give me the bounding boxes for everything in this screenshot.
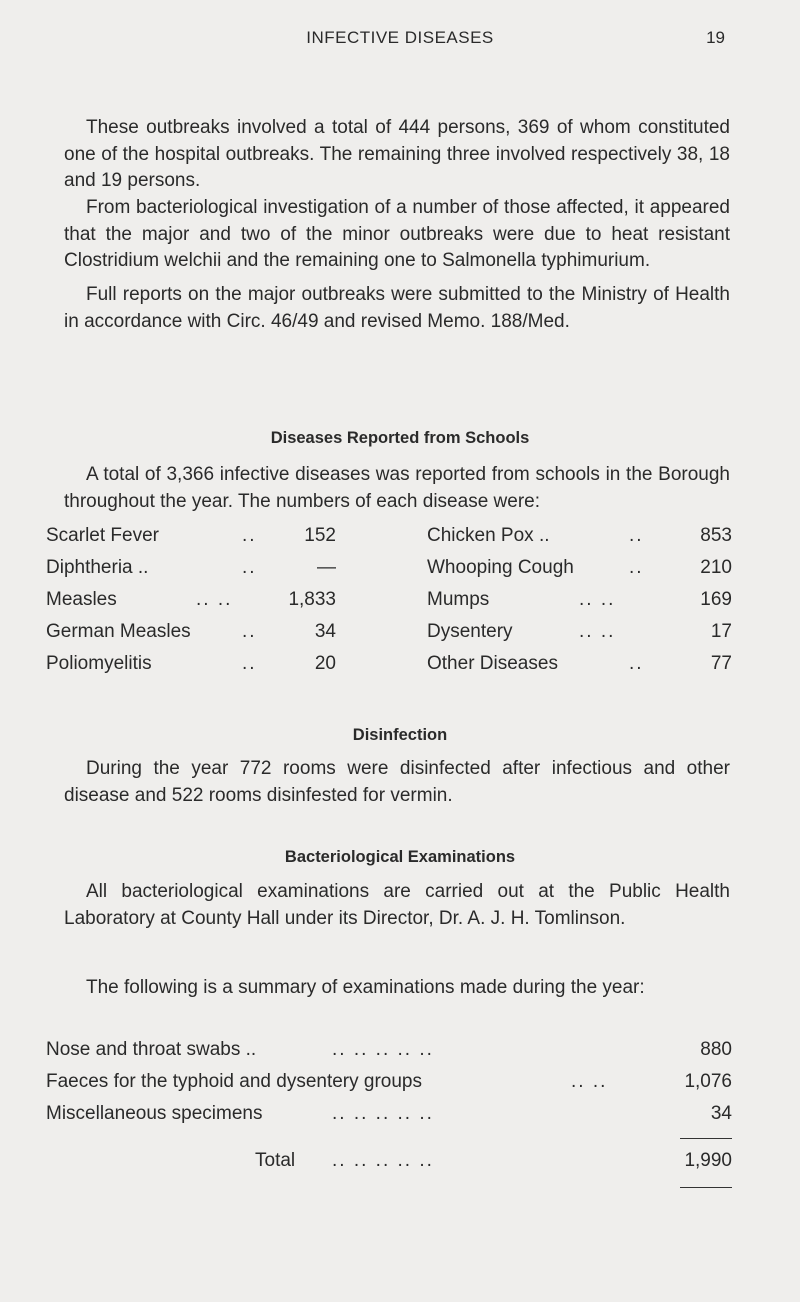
leader-dots: ..	[629, 557, 644, 578]
disease-name: Poliomyelitis	[46, 653, 152, 674]
disease-name: Dysentery	[427, 621, 513, 642]
disease-count: 1,833	[288, 589, 336, 610]
disease-count: 152	[304, 525, 336, 546]
leader-dots: .. .. .. .. ..	[332, 1039, 434, 1060]
leader-dots: ..	[242, 557, 257, 578]
disease-count: —	[317, 557, 336, 578]
disease-row	[427, 618, 732, 646]
total-label: Total	[255, 1150, 296, 1171]
disease-name: Scarlet Fever	[46, 525, 159, 546]
examination-row	[46, 1036, 732, 1064]
disease-count: 17	[710, 621, 732, 642]
disease-row	[427, 522, 732, 550]
bacteriological-heading: Bacteriological Examinations	[284, 848, 516, 866]
leader-dots: ..	[629, 653, 644, 674]
disease-row	[46, 554, 336, 582]
disease-row	[46, 650, 336, 678]
leader-dots: .. ..	[579, 589, 616, 610]
examination-count: 1,076	[684, 1071, 732, 1092]
disease-count: 210	[700, 557, 732, 578]
examination-count: 34	[710, 1103, 732, 1124]
leader-dots: ..	[242, 525, 257, 546]
total-bottom-rule	[680, 1187, 732, 1188]
disease-name: Chicken Pox ..	[427, 525, 550, 546]
outbreaks-paragraph-3: Full reports on the major outbreaks were submitted to the Ministry of Health in accordance with Circ. 46/49 and revised Memo. 188/Med.	[64, 284, 730, 332]
disease-row	[46, 586, 336, 614]
examination-row	[46, 1100, 732, 1128]
disease-count: 169	[700, 589, 732, 610]
examination-row	[46, 1068, 732, 1096]
total-row	[46, 1147, 732, 1175]
disease-count: 853	[700, 525, 732, 546]
disease-row	[46, 618, 336, 646]
disease-name: Other Diseases	[427, 653, 558, 674]
examination-label: Faeces for the typhoid and dysentery groups	[46, 1071, 423, 1092]
leader-dots: .. ..	[571, 1071, 608, 1092]
disease-name: Mumps	[427, 589, 490, 610]
outbreaks-paragraph-1: These outbreaks involved a total of 444 persons, 369 of whom constituted one of the hospital outbreaks. The remaining three involved respectively 38, 18 and 19 persons.	[64, 117, 730, 191]
disease-row	[427, 650, 732, 678]
leader-dots: .. ..	[196, 589, 233, 610]
bacteriological-paragraph-2: The following is a summary of examinations made during the year:	[86, 977, 645, 998]
page-number: 19	[706, 28, 725, 47]
disease-name: Diphtheria ..	[46, 557, 149, 578]
disease-name: German Measles	[46, 621, 191, 642]
schools-intro: A total of 3,366 infective diseases was reported from schools in the Borough throughout the year. The numbers of each disease were:	[64, 464, 730, 512]
disease-count: 20	[314, 653, 336, 674]
schools-heading: Diseases Reported from Schools	[270, 429, 530, 447]
running-title: INFECTIVE DISEASES	[306, 28, 494, 47]
disease-row	[427, 586, 732, 614]
outbreaks-paragraph-2: From bacteriological investigation of a number of those affected, it appeared that the major and two of the minor outbreaks were due to heat resistant Clostridium welchii and the remaining one to Salmonella typhimurium.	[64, 197, 730, 271]
leader-dots: ..	[242, 621, 257, 642]
leader-dots: ..	[629, 525, 644, 546]
total-top-rule	[680, 1138, 732, 1139]
examination-label: Nose and throat swabs ..	[46, 1039, 257, 1060]
total-count: 1,990	[684, 1150, 732, 1171]
page-header	[0, 24, 800, 54]
disinfection-heading: Disinfection	[352, 726, 448, 744]
disinfection-paragraph: During the year 772 rooms were disinfected after infectious and other disease and 522 rooms disinfested for vermin.	[64, 758, 730, 806]
disease-row	[427, 554, 732, 582]
examination-count: 880	[700, 1039, 732, 1060]
disease-row	[46, 522, 336, 550]
disease-name: Whooping Cough	[427, 557, 574, 578]
disease-count: 77	[710, 653, 732, 674]
disease-count: 34	[314, 621, 336, 642]
disease-name: Measles	[46, 589, 117, 610]
bacteriological-paragraph-1: All bacteriological examinations are carried out at the Public Health Laboratory at County Hall under its Director, Dr. A. J. H. Tomlinson.	[64, 881, 730, 929]
leader-dots: .. .. .. .. ..	[332, 1150, 434, 1171]
examination-label: Miscellaneous specimens	[46, 1103, 263, 1124]
leader-dots: .. ..	[579, 621, 616, 642]
leader-dots: .. .. .. .. ..	[332, 1103, 434, 1124]
leader-dots: ..	[242, 653, 257, 674]
